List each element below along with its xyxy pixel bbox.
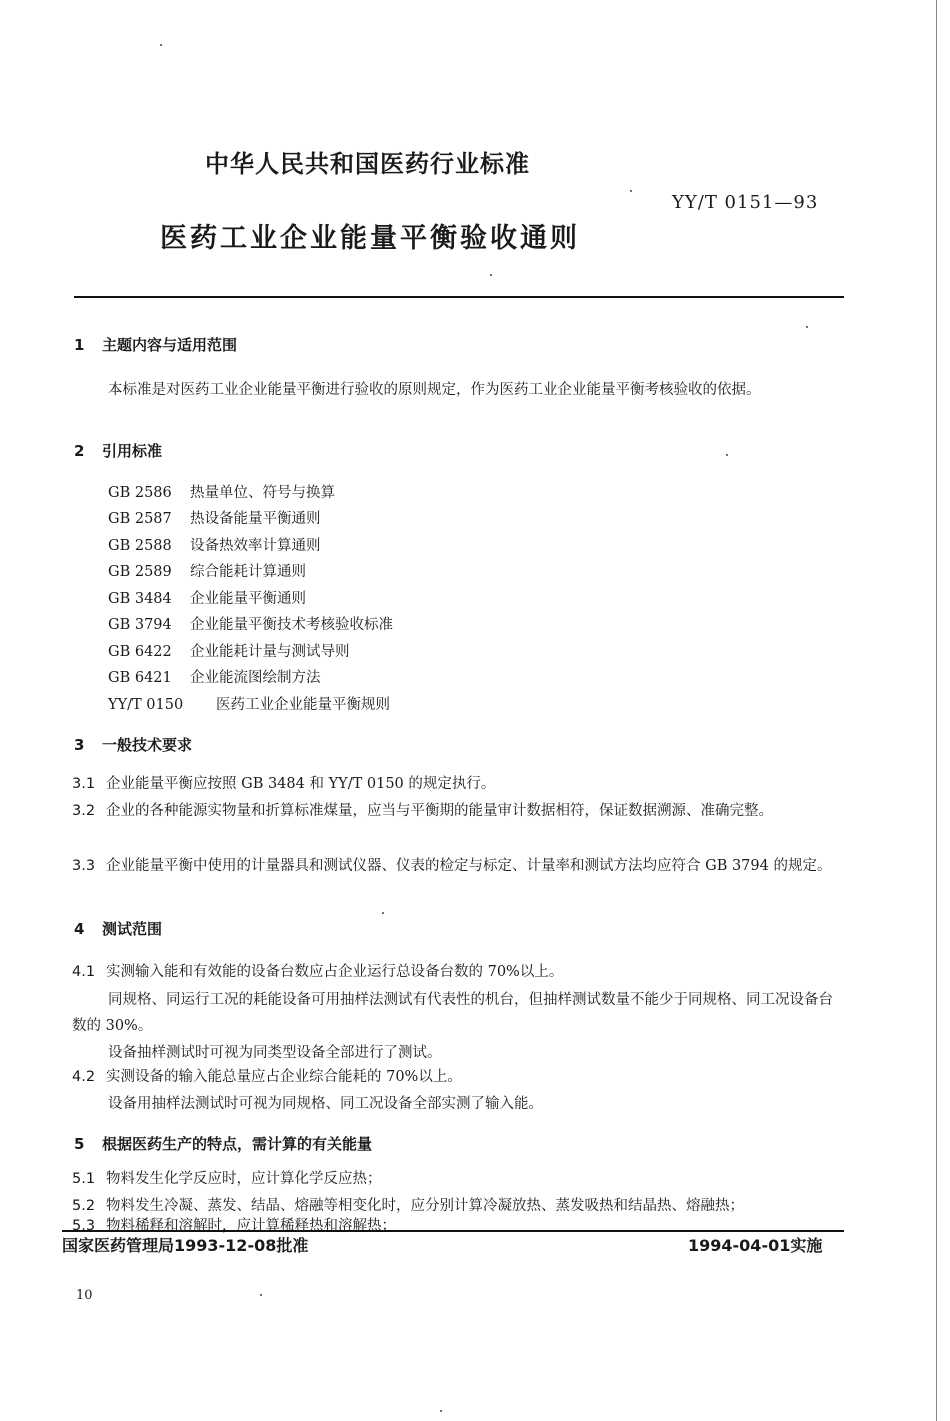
scan-speck (726, 454, 728, 456)
scan-edge (936, 0, 937, 1421)
header-rule (74, 296, 844, 298)
clause-3-1 (72, 772, 495, 793)
section-number: 3 (74, 736, 85, 754)
clause-text: 物料发生冷凝、蒸发、结晶、熔融等相变化时，应分别计算冷凝放热、蒸发吸热和结晶热、熔融热； (106, 1198, 744, 1214)
clause-number: 3.3 (72, 858, 96, 874)
clause-text: 实测输入能和有效能的设备台数应占企业运行总设备台数的 70%以上。 (106, 964, 564, 980)
reference-name: 设备热效率计算通则 (190, 538, 321, 554)
clause-text: 物料发生化学反应时，应计算化学反应热； (106, 1171, 382, 1187)
section-1-heading (74, 334, 237, 355)
clause-text: 企业能量平衡中使用的计量器具和测试仪器、仪表的检定与标定、计量率和测试方法均应符合 GB 3794 的规定。 (106, 858, 832, 874)
section-title: 一般技术要求 (102, 736, 193, 754)
section-3-heading (74, 734, 192, 755)
reference-item (108, 481, 335, 502)
scan-speck (806, 326, 808, 328)
section-number: 4 (74, 920, 85, 938)
reference-item (108, 640, 350, 661)
reference-code: GB 2587 (108, 511, 172, 527)
clause-number: 3.2 (72, 803, 96, 819)
reference-code: GB 6421 (108, 670, 172, 686)
scan-speck (160, 44, 162, 46)
reference-name: 热量单位、符号与换算 (190, 485, 335, 501)
clause-3-3 (72, 853, 842, 879)
reference-name: 综合能耗计算通则 (190, 564, 306, 580)
section-number: 1 (74, 336, 85, 354)
clause-4-1-para-2: 同规格、同运行工况的耗能设备可用抽样法测试有代表性的机台，但抽样测试数量不能少于同规格、同工况设备台数的 30%。 (72, 992, 833, 1034)
standard-title: 中华人民共和国医药行业标准 (205, 150, 530, 178)
reference-code: GB 2589 (108, 564, 172, 580)
reference-name: 企业能量平衡技术考核验收标准 (190, 617, 393, 633)
section-title: 根据医药生产的特点，需计算的有关能量 (102, 1135, 373, 1153)
document-title: 医药工业企业能量平衡验收通则 (160, 223, 580, 254)
reference-item (108, 693, 390, 714)
section-number: 5 (74, 1135, 85, 1153)
clause-number: 4.2 (72, 1069, 96, 1085)
scan-speck (382, 912, 384, 914)
clause-number: 5.1 (72, 1171, 96, 1187)
reference-item (108, 587, 306, 608)
reference-item (108, 613, 393, 634)
reference-code: GB 2586 (108, 485, 172, 501)
section-1-paragraph: 本标准是对医药工业企业能量平衡进行验收的原则规定，作为医药工业企业能量平衡考核验收的依据。 (108, 382, 761, 398)
reference-name: 企业能耗计量与测试导则 (190, 644, 350, 660)
clause-4-2-para-2: 设备用抽样法测试时可视为同规格、同工况设备全部实测了输入能。 (108, 1096, 543, 1112)
section-2-heading (74, 440, 162, 461)
standard-code: YY/T 0151—93 (672, 192, 819, 213)
page-number: 10 (76, 1288, 93, 1303)
reference-code: GB 3484 (108, 591, 172, 607)
clause-5-1 (72, 1167, 382, 1188)
reference-item (108, 507, 321, 528)
section-number: 2 (74, 442, 85, 460)
clause-5-2 (72, 1194, 744, 1215)
section-title: 引用标准 (102, 442, 163, 460)
reference-code: GB 2588 (108, 538, 172, 554)
clause-4-1 (72, 960, 563, 981)
reference-code: GB 3794 (108, 617, 172, 633)
section-4-heading (74, 918, 162, 939)
reference-code: GB 6422 (108, 644, 172, 660)
effective-date: 1994-04-01实施 (688, 1236, 823, 1255)
scan-speck (490, 274, 492, 276)
clause-4-1-para-3: 设备抽样测试时可视为同类型设备全部进行了测试。 (108, 1045, 442, 1061)
scan-speck (630, 190, 632, 192)
reference-code: YY/T 0150 (108, 697, 184, 713)
clause-number: 3.1 (72, 776, 96, 792)
clause-number: 5.2 (72, 1198, 96, 1214)
clause-number: 4.1 (72, 964, 96, 980)
section-title: 测试范围 (102, 920, 163, 938)
clause-3-2 (72, 798, 842, 824)
clause-text: 物料稀释和溶解时，应计算稀释热和溶解热； (106, 1218, 396, 1234)
clause-4-2 (72, 1065, 462, 1086)
reference-item (108, 534, 321, 555)
reference-name: 企业能量平衡通则 (190, 591, 306, 607)
reference-name: 企业能流图绘制方法 (190, 670, 321, 686)
reference-item (108, 666, 321, 687)
section-title: 主题内容与适用范围 (102, 336, 238, 354)
section-5-heading (74, 1133, 372, 1154)
approval-date: 国家医药管理局1993-12-08批准 (62, 1236, 309, 1255)
scan-speck (260, 1294, 262, 1296)
clause-text: 实测设备的输入能总量应占企业综合能耗的 70%以上。 (106, 1069, 462, 1085)
footer-rule (62, 1230, 844, 1232)
reference-item (108, 560, 306, 581)
clause-text: 企业的各种能源实物量和折算标准煤量，应当与平衡期的能量审计数据相符，保证数据溯源、准确完整。 (106, 803, 773, 819)
reference-name: 医药工业企业能量平衡规则 (216, 697, 390, 713)
reference-name: 热设备能量平衡通则 (190, 511, 321, 527)
scan-speck (440, 1410, 442, 1412)
clause-text: 企业能量平衡应按照 GB 3484 和 YY/T 0150 的规定执行。 (106, 776, 496, 792)
clause-number: 5.3 (72, 1218, 96, 1234)
